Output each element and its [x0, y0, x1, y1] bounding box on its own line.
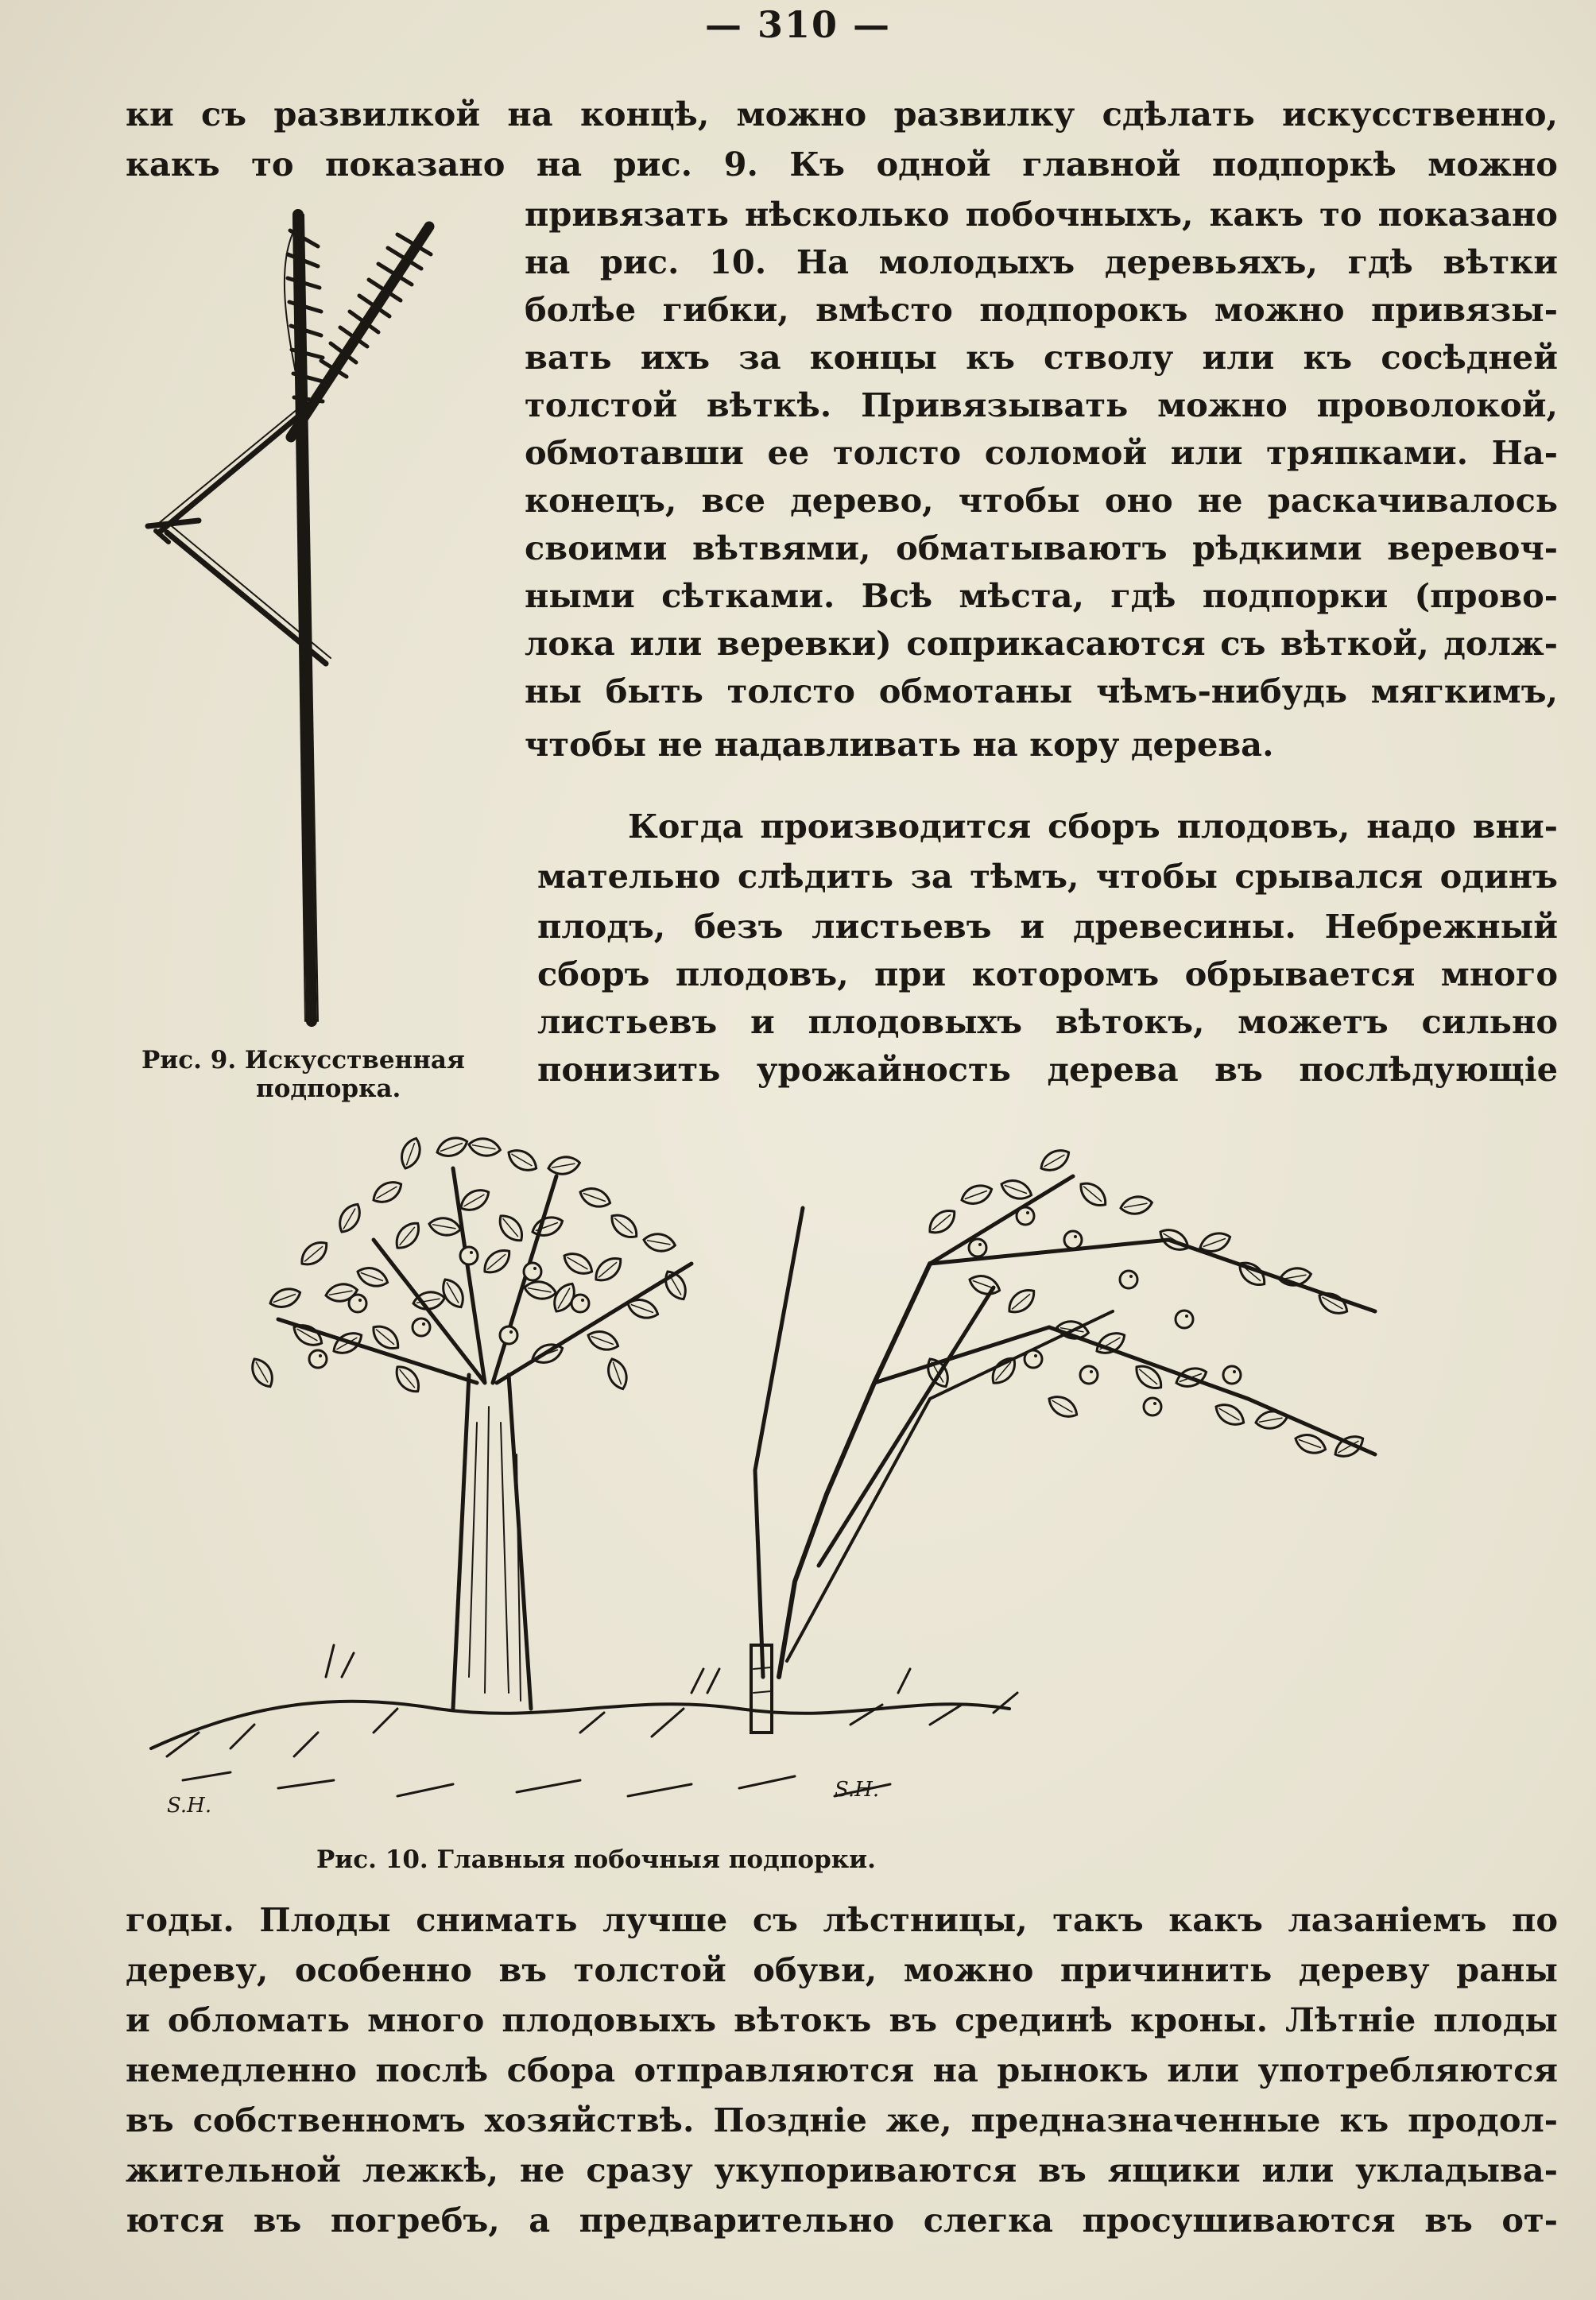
text-line: вать ихъ за концы къ стволу или къ сосѣдней: [525, 338, 1558, 377]
text-line: жительной лежкѣ, не сразу укупориваются въ ящики или укладыва-: [126, 2151, 1558, 2190]
text-line: толстой вѣткѣ. Привязывать можно проволокой,: [525, 385, 1558, 424]
text-line: на рис. 10. На молодыхъ деревьяхъ, гдѣ вѣтки: [525, 242, 1558, 281]
text-line: лока или веревки) соприкасаются съ вѣткой, долж-: [525, 624, 1558, 663]
text-line: понизить урожайность дерева въ послѣдующіе: [537, 1050, 1558, 1089]
text-line: немедленно послѣ сбора отправляются на рынокъ или употребляются: [126, 2050, 1558, 2089]
text-line: сборъ плодовъ, при которомъ обрывается много: [537, 954, 1558, 993]
text-line: въ собственномъ хозяйствѣ. Поздніе же, предназначенные къ продол-: [126, 2101, 1558, 2139]
illustrator-signature: S.H.: [167, 1794, 212, 1818]
text-line: обмотавши ее толсто соломой или тряпками. На-: [525, 433, 1558, 472]
text-line: годы. Плоды снимать лучше съ лѣстницы, такъ какъ лазаніемъ по: [126, 1900, 1558, 1939]
figure-9-caption-line2: подпорка.: [256, 1074, 401, 1103]
figure-9-illustration: [135, 199, 501, 1033]
text-line: ны быть толсто обмотаны чѣмъ-нибудь мягкимъ,: [525, 672, 1558, 711]
figure-10-illustration: [135, 1121, 1391, 1820]
text-line: Когда производится сборъ плодовъ, надо вни-: [628, 807, 1558, 846]
illustrator-signature-2: S.H.: [835, 1778, 880, 1802]
text-line: плодъ, безъ листьевъ и древесины. Небрежный: [537, 907, 1558, 946]
text-line: листьевъ и плодовыхъ вѣтокъ, можетъ сильно: [537, 1002, 1558, 1041]
text-line: и обломать много плодовыхъ вѣтокъ въ срединѣ кроны. Лѣтніе плоды: [126, 2000, 1558, 2039]
text-line: своими вѣтвями, обматываютъ рѣдкими веревоч-: [525, 529, 1558, 567]
text-line: мательно слѣдить за тѣмъ, чтобы срывался одинъ: [537, 857, 1558, 896]
text-line: болѣе гибки, вмѣсто подпорокъ можно привязы-: [525, 290, 1558, 329]
text-line: какъ то показано на рис. 9. Къ одной главной подпоркѣ можно: [126, 145, 1558, 184]
figure-10-caption: Рис. 10. Главныя побочныя подпорки.: [316, 1845, 876, 1874]
text-line: ются въ погребъ, а предварительно слегка просушиваются въ от-: [126, 2201, 1558, 2240]
text-line: конецъ, все дерево, чтобы оно не раскачивалось: [525, 481, 1558, 520]
page-number: — 310 —: [704, 3, 892, 46]
text-line: ки съ развилкой на концѣ, можно развилку сдѣлать искусственно,: [126, 95, 1558, 134]
figure-9-caption: Рис. 9. Искусственная: [141, 1046, 465, 1074]
text-line: чтобы не надавливать на кору дерева.: [525, 725, 1274, 764]
text-line: привязать нѣсколько побочныхъ, какъ то показано: [525, 195, 1558, 234]
text-line: дереву, особенно въ толстой обуви, можно причинить дереву раны: [126, 1950, 1558, 1989]
text-line: ными сѣтками. Всѣ мѣста, гдѣ подпорки (прово-: [525, 576, 1558, 615]
